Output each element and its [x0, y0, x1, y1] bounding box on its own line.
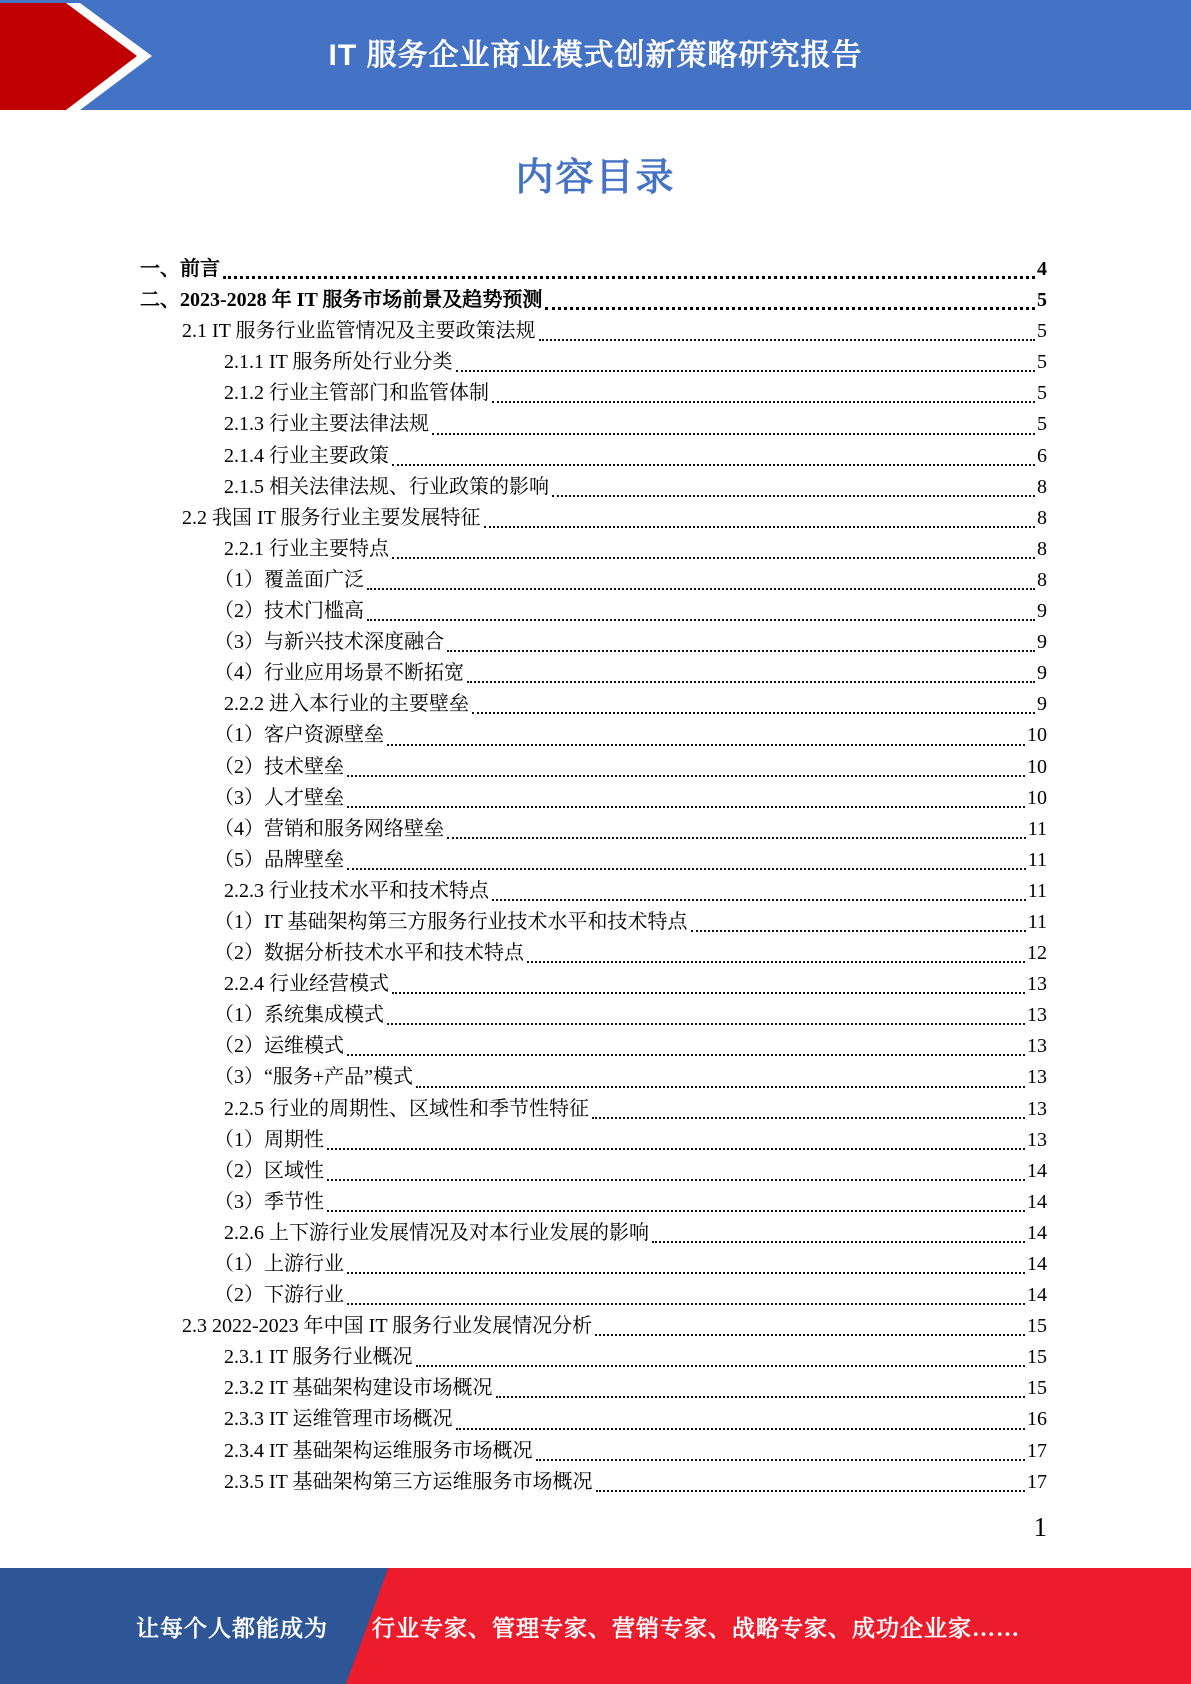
toc-entry [136, 565, 1047, 596]
toc-entry-label: 2.3 2022-2023 年中国 IT 服务行业发展情况分析 [182, 1315, 593, 1338]
toc-entry-page: 5 [1037, 351, 1047, 374]
toc-dot-leader [456, 1428, 1025, 1430]
toc-entry-label: （1）覆盖面广泛 [214, 568, 364, 591]
toc-entry-label: （1）周期性 [214, 1128, 324, 1151]
toc-entry-label: （2）下游行业 [214, 1284, 344, 1307]
toc-entry [136, 1311, 1047, 1342]
toc-dot-leader [527, 961, 1025, 963]
toc-dot-leader [539, 339, 1035, 341]
toc-entry-page: 17 [1027, 1470, 1047, 1493]
toc-entry-page: 4 [1037, 258, 1047, 280]
header-band [0, 0, 1191, 110]
toc-dot-leader [472, 712, 1035, 714]
toc-dot-leader [691, 930, 1026, 932]
toc-list [136, 254, 1047, 1498]
toc-entry [136, 534, 1047, 565]
toc-entry-page: 14 [1027, 1190, 1047, 1213]
toc-entry [136, 1467, 1047, 1498]
toc-entry-label: 2.2.2 进入本行业的主要壁垒 [224, 693, 469, 716]
toc-dot-leader [327, 1210, 1025, 1212]
report-title: IT 服务企业商业模式创新策略研究报告 [328, 38, 863, 72]
toc-entry-label: （4）营销和服务网络壁垒 [214, 817, 444, 840]
toc-entry [136, 1156, 1047, 1187]
toc-entry-page: 5 [1037, 413, 1047, 436]
toc-entry-page: 13 [1027, 1035, 1047, 1058]
toc-entry [136, 783, 1047, 814]
toc-entry-page: 17 [1027, 1439, 1047, 1462]
toc-entry-page: 14 [1027, 1221, 1047, 1244]
toc-entry-page: 11 [1027, 910, 1047, 933]
toc-entry-label: （3）与新兴技术深度融合 [214, 631, 444, 654]
toc-entry-page: 8 [1037, 475, 1047, 498]
toc-entry [136, 254, 1047, 285]
toc-entry-page: 8 [1037, 568, 1047, 591]
toc-entry [136, 1031, 1047, 1062]
toc-entry-label: 2.2 我国 IT 服务行业主要发展特征 [182, 506, 481, 529]
toc-dot-leader [416, 1086, 1025, 1088]
toc-entry [136, 720, 1047, 751]
toc-dot-leader [416, 1365, 1025, 1367]
toc-entry [136, 409, 1047, 440]
toc-entry [136, 1187, 1047, 1218]
toc-entry-page: 14 [1027, 1159, 1047, 1182]
toc-entry-label: 2.1.1 IT 服务所处行业分类 [224, 351, 453, 374]
toc-entry [136, 503, 1047, 534]
toc-dot-leader [347, 1272, 1025, 1274]
toc-entry-label: （1）客户资源壁垒 [214, 724, 384, 747]
toc-entry-label: （3）人才壁垒 [214, 786, 344, 809]
toc-dot-leader [592, 1117, 1025, 1119]
toc-entry [136, 1000, 1047, 1031]
toc-entry-label: （2）运维模式 [214, 1035, 344, 1058]
toc-entry [136, 378, 1047, 409]
toc-entry-page: 10 [1027, 755, 1047, 778]
toc-entry-label: （2）区域性 [214, 1159, 324, 1182]
toc-entry-page: 13 [1027, 1066, 1047, 1089]
toc-dot-leader [387, 744, 1025, 746]
toc-entry [136, 627, 1047, 658]
toc-dot-leader [484, 526, 1035, 528]
toc-dot-leader [392, 464, 1035, 466]
footer-slogan-right: 行业专家、管理专家、营销专家、战略专家、成功企业家…… [372, 1615, 1020, 1641]
toc-entry-page: 8 [1037, 537, 1047, 560]
footer-slogan-left: 让每个人都能成为 [136, 1615, 328, 1641]
toc-heading: 内容目录 [515, 157, 676, 199]
toc-entry-label: （1）IT 基础架构第三方服务行业技术水平和技术特点 [214, 910, 688, 933]
toc-dot-leader [496, 1396, 1025, 1398]
toc-entry-label: 2.1.3 行业主要法律法规 [224, 413, 429, 436]
toc-entry-page: 6 [1037, 444, 1047, 467]
toc-dot-leader [456, 370, 1035, 372]
toc-entry-page: 9 [1037, 631, 1047, 654]
toc-entry-page: 15 [1027, 1346, 1047, 1369]
toc-dot-leader [596, 1490, 1025, 1492]
toc-entry [136, 1436, 1047, 1467]
toc-dot-leader [552, 495, 1035, 497]
toc-entry [136, 472, 1047, 503]
toc-dot-leader [367, 588, 1035, 590]
toc-entry-page: 12 [1027, 942, 1047, 965]
toc-dot-leader [392, 992, 1025, 994]
toc-entry-label: 2.3.5 IT 基础架构第三方运维服务市场概况 [224, 1470, 593, 1493]
toc-entry-page: 13 [1027, 1128, 1047, 1151]
toc-entry-label: 一、前言 [140, 258, 220, 280]
toc-dot-leader [327, 1179, 1025, 1181]
toc-entry-page: 14 [1027, 1253, 1047, 1275]
toc-entry-page: 5 [1037, 382, 1047, 405]
toc-entry-label: （4）行业应用场景不断拓宽 [214, 662, 464, 685]
toc-dot-leader [492, 899, 1026, 901]
toc-entry [136, 1404, 1047, 1435]
toc-entry [136, 907, 1047, 938]
toc-entry-label: 2.2.1 行业主要特点 [224, 537, 389, 560]
toc-dot-leader [432, 433, 1035, 435]
toc-entry [136, 347, 1047, 378]
toc-entry-page: 5 [1037, 320, 1047, 343]
toc-entry-label: 2.3.3 IT 运维管理市场概况 [224, 1408, 453, 1431]
toc-entry-label: 2.1.5 相关法律法规、行业政策的影响 [224, 475, 549, 498]
toc-entry-label: 2.1.2 行业主管部门和监管体制 [224, 382, 489, 405]
page-number: 1 [1033, 1512, 1047, 1542]
toc-entry-page: 13 [1027, 973, 1047, 996]
toc-entry [136, 1280, 1047, 1311]
toc-entry-page: 9 [1037, 693, 1047, 716]
toc-entry-label: 2.3.2 IT 基础架构建设市场概况 [224, 1377, 493, 1400]
toc-entry-page: 13 [1027, 1097, 1047, 1120]
toc-dot-leader [347, 1303, 1025, 1305]
toc-entry [136, 1218, 1047, 1249]
toc-entry-page: 10 [1027, 786, 1047, 809]
toc-entry [136, 938, 1047, 969]
toc-dot-leader [545, 307, 1035, 310]
toc-dot-leader [392, 557, 1035, 559]
toc-entry-page: 9 [1037, 662, 1047, 685]
toc-entry-page: 5 [1037, 289, 1047, 312]
toc-entry-label: 2.2.4 行业经营模式 [224, 973, 389, 996]
toc-entry-label: 二、2023-2028 年 IT 服务市场前景及趋势预测 [140, 289, 543, 312]
toc-entry-page: 14 [1027, 1284, 1047, 1307]
toc-entry-label: （1）上游行业 [214, 1253, 344, 1275]
toc-entry [136, 1094, 1047, 1125]
toc-entry [136, 441, 1047, 472]
toc-entry [136, 814, 1047, 845]
toc-entry-label: 2.3.4 IT 基础架构运维服务市场概况 [224, 1439, 533, 1462]
toc-dot-leader [595, 1334, 1025, 1336]
toc-dot-leader [347, 1054, 1025, 1056]
toc-dot-leader [223, 276, 1035, 279]
footer-band [0, 1568, 1191, 1684]
toc-entry [136, 1249, 1047, 1280]
toc-entry-page: 11 [1027, 879, 1047, 902]
toc-dot-leader [387, 1023, 1025, 1025]
toc-dot-leader [492, 401, 1035, 403]
toc-entry-page: 16 [1027, 1408, 1047, 1431]
toc-entry-label: 2.2.3 行业技术水平和技术特点 [224, 879, 489, 902]
toc-entry [136, 1062, 1047, 1093]
toc-entry-label: 2.2.5 行业的周期性、区域性和季节性特征 [224, 1097, 589, 1120]
toc-dot-leader [447, 837, 1026, 839]
toc-dot-leader [536, 1459, 1025, 1461]
toc-entry-page: 11 [1027, 848, 1047, 871]
toc-entry-page: 11 [1027, 817, 1047, 840]
toc-entry-label: 2.3.1 IT 服务行业概况 [224, 1346, 413, 1369]
toc-entry-label: 2.2.6 上下游行业发展情况及对本行业发展的影响 [224, 1221, 649, 1244]
toc-entry [136, 752, 1047, 783]
toc-entry-label: （2）数据分析技术水平和技术特点 [214, 942, 524, 965]
toc-entry-label: （1）系统集成模式 [214, 1004, 384, 1027]
toc-entry-page: 15 [1027, 1315, 1047, 1338]
toc-dot-leader [347, 775, 1025, 777]
toc-entry-label: （2）技术门槛高 [214, 600, 364, 623]
toc-entry-page: 8 [1037, 506, 1047, 529]
toc-entry [136, 596, 1047, 627]
toc-entry [136, 1125, 1047, 1156]
toc-entry [136, 316, 1047, 347]
toc-entry-label: （3）“服务+产品”模式 [214, 1066, 414, 1089]
toc-entry-page: 9 [1037, 600, 1047, 623]
toc-entry-label: 2.1.4 行业主要政策 [224, 444, 389, 467]
toc-entry [136, 1373, 1047, 1404]
toc-entry-label: （5）品牌壁垒 [214, 848, 344, 871]
toc-dot-leader [367, 619, 1035, 621]
toc-entry [136, 1342, 1047, 1373]
toc-entry-page: 15 [1027, 1377, 1047, 1400]
toc-entry-label: （3）季节性 [214, 1190, 324, 1213]
toc-dot-leader [347, 806, 1025, 808]
toc-entry [136, 658, 1047, 689]
toc-entry-page: 13 [1027, 1004, 1047, 1027]
toc-entry [136, 845, 1047, 876]
toc-entry-label: （2）技术壁垒 [214, 755, 344, 778]
toc-entry-label: 2.1 IT 服务行业监管情况及主要政策法规 [182, 320, 536, 343]
toc-entry [136, 285, 1047, 316]
toc-dot-leader [447, 650, 1035, 652]
toc-dot-leader [327, 1148, 1025, 1150]
toc-entry [136, 689, 1047, 720]
toc-entry [136, 969, 1047, 1000]
toc-dot-leader [467, 681, 1035, 683]
toc-entry-page: 10 [1027, 724, 1047, 747]
toc-dot-leader [347, 868, 1026, 870]
toc-entry [136, 876, 1047, 907]
toc-dot-leader [652, 1241, 1025, 1243]
